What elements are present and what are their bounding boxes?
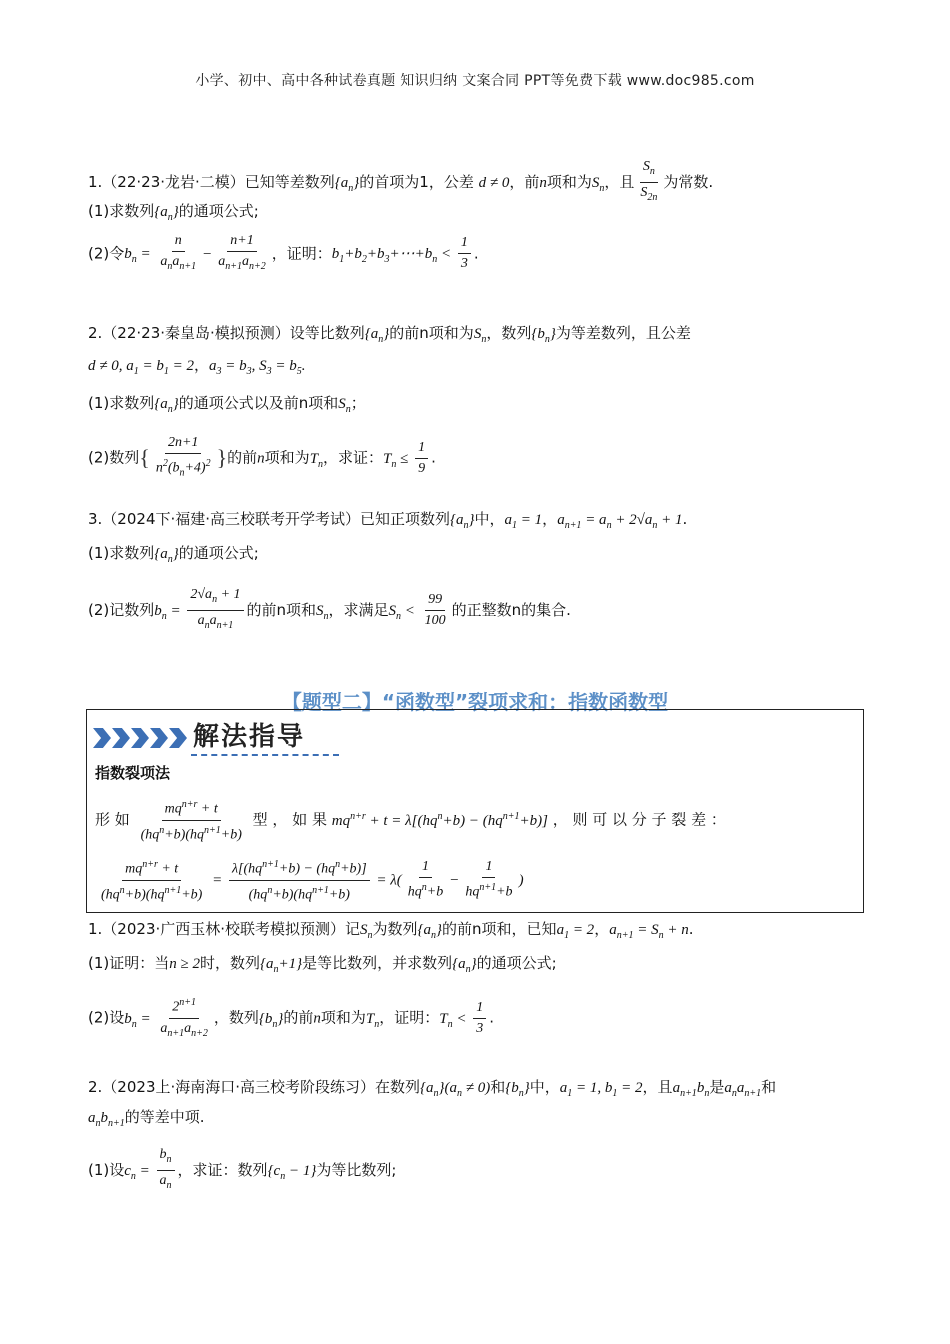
text: 的前n项和，已知 [442, 920, 557, 938]
text: 型 ， 如 果 [252, 810, 327, 829]
text: 形 如 [95, 810, 130, 829]
text: 项和为 [546, 172, 592, 191]
p1-q3-sub1: (1)求数列$\{a_n\}$的通项公式; [88, 544, 259, 565]
text: 的通项公式; [178, 544, 259, 562]
text: 项和为 [264, 448, 310, 467]
p1-q2-sub2: (2)数列{ $\frac{2n+1}{n^2(b_n+4)^2}$ }的前n项和为$T_n$，求证：$T_n$ ≤ $\frac{1}{9}$ . [88, 435, 436, 479]
text: ，且 [604, 172, 635, 191]
text: . [688, 920, 694, 938]
p1-q2-sub1: (1)求数列$\{a_n\}$的通项公式以及前n项和$S_n$； [88, 394, 366, 415]
text: 为常数. [663, 172, 714, 191]
p2-q1-stem: 1.（2023·广西玉林·校联考模拟预测）记$S_n$为数列$\{a_n\}$的前n项和，已知$a_1 = 2$，$a_{n+1} = S_n + n$. [88, 920, 694, 941]
chevron-arrows-icon [93, 728, 188, 748]
text: ， [594, 920, 610, 938]
p1-q3-sub2: (2)记数列$b_n$ = $\frac{2√a_n + 1}{a_na_{n+1}}$ 的前n项和$S_n$，求满足$S_n$ < $\frac{99}{100}$ 的正整数n的集合. [88, 587, 571, 631]
guide-title: 解法指导 [193, 722, 306, 752]
method-guide-box [86, 709, 864, 913]
p1-q1-sub1: (1)求数列$\{a_n\}$的通项公式; [88, 202, 259, 223]
text: 1.（22·23·龙岩·二模）已知等差数列 [88, 172, 335, 191]
text: (2)记数列 [88, 600, 155, 619]
p2-q2-stem: 2.（2023上·海南海口·高三校考阶段练习）在数列$\{a_n\}(a_n \ne 0)$和$\{b_n\}$中，$a_1 = 1$, $b_1 = 2$，且$a_{n+1}b_n$是$a_na_{n+1}$和 [88, 1078, 777, 1099]
text: . [489, 1008, 495, 1027]
text: 的首项为1，公差 [359, 172, 474, 191]
text: 的前 [283, 1008, 314, 1027]
p1-q3-stem: 3.（2024下·福建·高三校联考开学考试）已知正项数列$\{a_n\}$中，$a_1 = 1$，$a_{n+1} = a_n + 2√a_n + 1$. [88, 510, 688, 531]
text: 的通项公式; [476, 954, 557, 972]
text: 的前 [227, 448, 258, 467]
text: 中， [529, 1078, 560, 1096]
page-header: 小学、初中、高中各种试卷真题 知识归纳 文案合同 PPT等免费下载 www.doc985.com [195, 73, 755, 89]
text: ，数列 [213, 1008, 259, 1027]
text: . [682, 510, 688, 528]
section-title: 【题型二】“函数型”裂项求和：指数函数型 [281, 690, 669, 714]
text: ， [542, 510, 558, 528]
text: 2.（2023上·海南海口·高三校考阶段练习）在数列 [88, 1078, 421, 1096]
text: 中， [474, 510, 505, 528]
p1-q2-stem2: d ≠ 0, $a_1 = b_1 = 2$，$a_3 = b_3$, $S_3 = b_5$. [88, 356, 306, 377]
text: ，证明： [379, 1008, 440, 1027]
text: ，前 [509, 172, 540, 191]
text: 为等差数列，且公差 [555, 324, 691, 342]
text: 和 [490, 1078, 506, 1096]
text: ，求证：数列 [177, 1160, 268, 1179]
text: ，且 [642, 1078, 673, 1096]
text: ，证明： [271, 244, 332, 263]
text: ， [193, 356, 209, 374]
text: 的通项公式以及前n项和 [178, 394, 339, 412]
text: (1)求数列 [88, 202, 155, 220]
p1-q1-stem: 1.（22·23·龙岩·二模）已知等差数列$\{a_n\}$的首项为1，公差 d ≠ 0，前n项和为$S_n$，且 $\frac{S_n}{S_{2n}}$ 为常数. [88, 159, 714, 203]
text: (1)证明：当 [88, 954, 170, 972]
text: 的前n项和为 [389, 324, 474, 342]
text: . [473, 244, 479, 263]
text: . [431, 448, 436, 467]
text: ； [350, 394, 366, 412]
text: ，求满足 [328, 600, 389, 619]
text: (2)设 [88, 1008, 125, 1027]
text: 2.（22·23·秦皇岛·模拟预测）设等比数列 [88, 324, 365, 342]
text: 的正整数n的集合. [451, 600, 571, 619]
text: 3.（2024下·福建·高三校联考开学考试）已知正项数列 [88, 510, 451, 528]
text: 的通项公式; [178, 202, 259, 220]
text: 为数列 [372, 920, 418, 938]
text: (1)求数列 [88, 394, 155, 412]
text: 是等比数列，并求数列 [302, 954, 453, 972]
text: (2)令 [88, 244, 125, 263]
text: 和 [761, 1078, 777, 1096]
text: 是 [709, 1078, 725, 1096]
p1-q2-stem: 2.（22·23·秦皇岛·模拟预测）设等比数列$\{a_n\}$的前n项和为$S_n$，数列$\{b_n\}$为等差数列，且公差 [88, 324, 691, 345]
text: 的等差中项. [124, 1108, 205, 1126]
text: (2)数列 [88, 448, 140, 467]
guide-formula: $\frac{mq^{n+r} + t}{(hq^n+b)(hq^{n+1}+b)}$ = $\frac{\lambda[(hq^{n+1}+b) - (hq^n+b)]}{(hq^n+b)(hq^{n+1}+b)}$ = λ( $\frac{1}{hq^n+b}$ − $\frac{1}{hq^{n+1}+b}$ ) [95, 856, 524, 904]
p2-q1-sub2: (2)设$b_n$ = $\frac{2^{n+1}}{a_{n+1}a_{n+2}}$ ，数列$\{b_n\}$的前n项和为$T_n$，证明：$T_n$ < $\frac{1}{3}$ . [88, 994, 880, 1042]
text: ，求证： [323, 448, 384, 467]
text: (1)设 [88, 1160, 125, 1179]
text: 1.（2023·广西玉林·校联考模拟预测）记 [88, 920, 361, 938]
text: ，数列 [486, 324, 532, 342]
text: 的前n项和 [246, 600, 317, 619]
p2-q1-sub1: (1)证明：当n ≥ 2时，数列$\{a_n+1\}$是等比数列，并求数列$\{a_n\}$的通项公式; [88, 954, 557, 975]
text: ， 则 可 以 分 子 裂 差 ： [552, 810, 726, 829]
text: (1)求数列 [88, 544, 155, 562]
text: 项和为 [320, 1008, 366, 1027]
p2-q2-stem2: $a_nb_{n+1}$的等差中项. [88, 1108, 205, 1129]
guide-line1: 形 如 $\frac{mq^{n+r} + t}{(hq^n+b)(hq^{n+1}+b)}$ 型 ， 如 果 $mq^{n+r} + t = \lambda[(hq^n+b) - (hq^{n+1}+b)]$ ， 则 可 以 分 子 裂 差 ： [95, 796, 853, 844]
p2-q2-sub1: (1)设$c_n$ = $\frac{b_n}{a_n}$ ，求证：数列$\{c_n - 1\}$为等比数列; [88, 1147, 397, 1191]
text: 为等比数列; [316, 1160, 397, 1179]
guide-subtitle: 指数裂项法 [95, 764, 171, 782]
guide-underline [191, 754, 339, 756]
text: 时，数列 [199, 954, 260, 972]
p1-q1-sub2: (2)令$b_n$ = $\frac{n}{a_na_{n+1}}$ − $\frac{n+1}{a_{n+1}a_{n+2}}$ ，证明：$b_1+b_2+b_3+\cdots+b_n$ < $\frac{1}{3}$ . [88, 233, 479, 272]
